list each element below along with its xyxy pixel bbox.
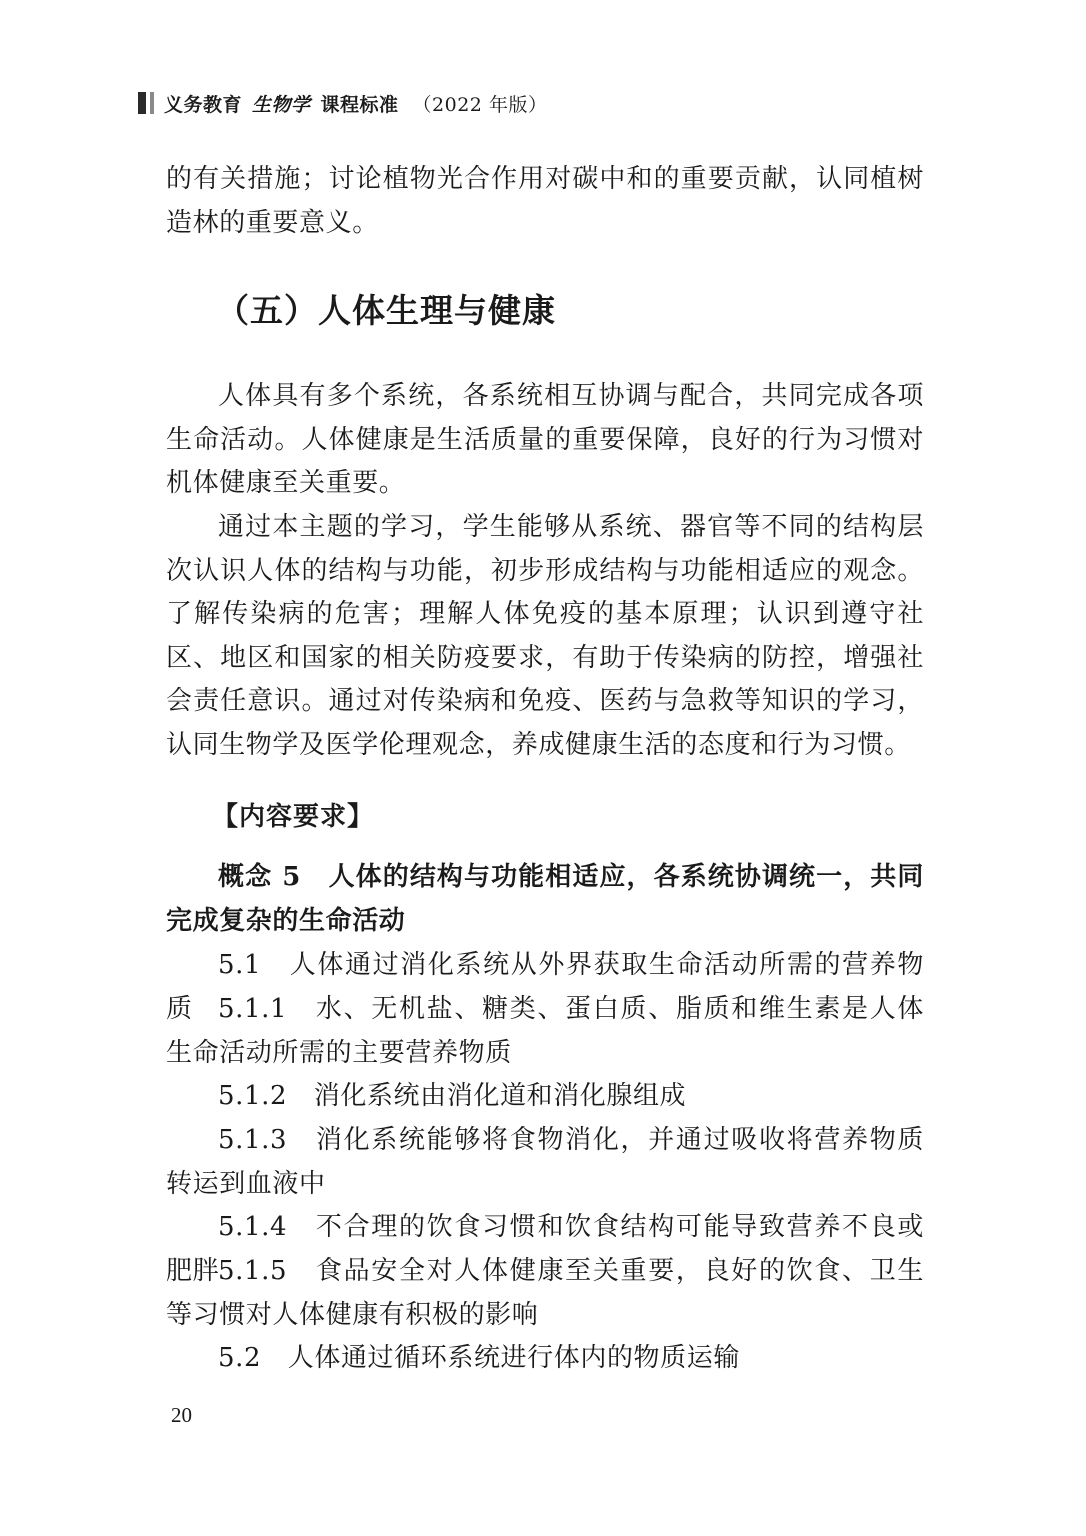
requirement-item: 5.1.3 消化系统能够将食物消化，并通过吸收将营养物质转运到血液中 [166, 1125, 924, 1199]
section-title: （五）人体生理与健康 [216, 291, 556, 330]
requirement-item: 5.1.2 消化系统由消化道和消化腺组成 [218, 1081, 687, 1111]
requirement-item: 5.1.4 不合理的饮食习惯和饮食结构可能导致营养不良或肥胖 [166, 1212, 924, 1286]
header-bar-icon [138, 92, 154, 114]
header-book-subject: 生物学 [252, 93, 311, 116]
concept-statement: 概念 5 人体的结构与功能相适应，各系统协调统一，共同完成复杂的生命活动 [166, 862, 924, 936]
header-book-left: 义务教育 [164, 93, 243, 116]
requirement-item: 5.1.1 水、无机盐、糖类、蛋白质、脂质和维生素是人体生命活动所需的主要营养物质 [166, 994, 924, 1068]
requirement-item: 5.1.5 食品安全对人体健康至关重要，良好的饮食、卫生等习惯对人体健康有积极的影响 [166, 1256, 924, 1330]
requirement-item: 5.2 人体通过循环系统进行体内的物质运输 [218, 1343, 740, 1373]
running-header [138, 90, 547, 116]
goals-paragraph: 通过本主题的学习，学生能够从系统、器官等不同的结构层次认识人体的结构与功能，初步形成结构与功能相适应的观念。了解传染病的危害；理解人体免疫的基本原理；认识到遵守社区、地区和国家的相关防疫要求，有助于传染病的防控，增强社会责任意识。通过对传染病和免疫、医药与急救等知识的学习，认同生物学及医学伦理观念，养成健康生活的态度和行为习惯。 [166, 512, 924, 760]
intro-paragraph: 人体具有多个系统，各系统相互协调与配合，共同完成各项生命活动。人体健康是生活质量的重要保障，良好的行为习惯对机体健康至关重要。 [166, 381, 924, 498]
content-requirements-heading: 【内容要求】 [212, 802, 375, 832]
page-number: 20 [171, 1403, 192, 1427]
header-edition: （2022 年版） [412, 93, 548, 116]
requirement-item: 5.1 人体通过消化系统从外界获取生命活动所需的营养物质 [166, 950, 924, 1024]
continuation-paragraph: 的有关措施；讨论植物光合作用对碳中和的重要贡献，认同植树造林的重要意义。 [166, 164, 924, 238]
header-book-right: 课程标准 [320, 93, 399, 116]
